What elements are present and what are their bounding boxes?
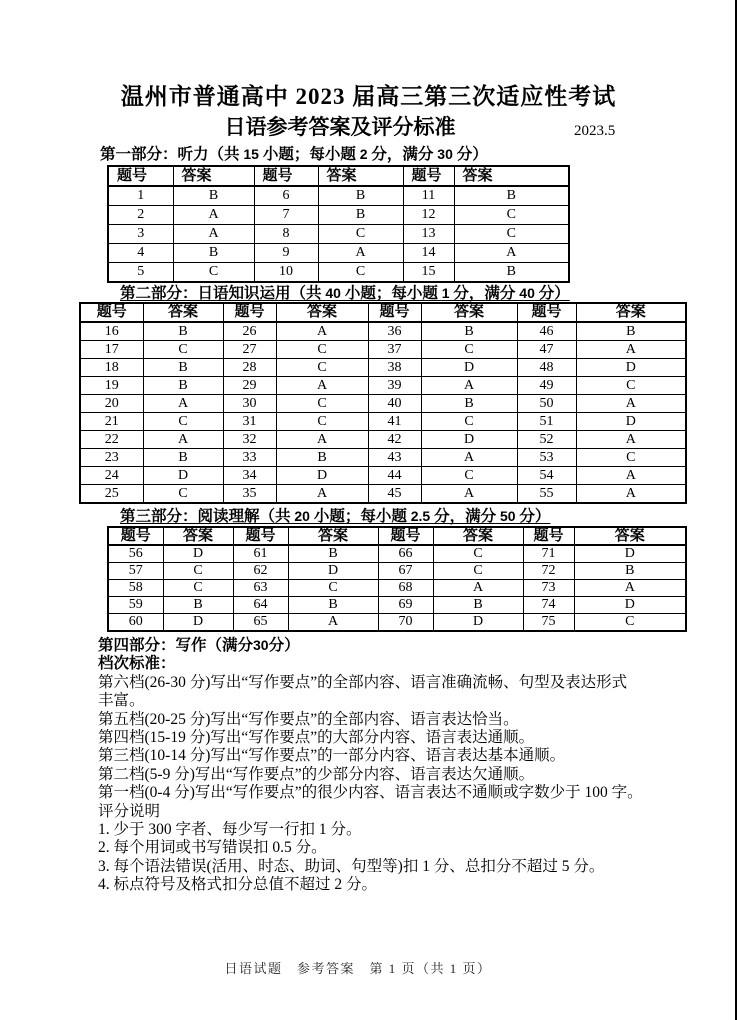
question-number-cell: 56 [108, 545, 163, 563]
table-row [80, 341, 686, 359]
column-header: 答案 [421, 303, 517, 322]
question-number-cell: 17 [80, 341, 143, 359]
column-header: 题号 [254, 166, 318, 186]
question-number-cell: 65 [233, 614, 288, 632]
writing-criteria-line: 4. 标点符号及格式扣分总值不超过 2 分。 [98, 876, 378, 894]
question-number-cell: 53 [517, 449, 576, 467]
answer-cell: D [163, 614, 233, 632]
answer-cell: B [143, 377, 223, 395]
question-number-cell: 44 [368, 467, 421, 485]
answer-cell: C [421, 467, 517, 485]
answer-cell: A [576, 395, 686, 413]
answer-cell: C [276, 341, 368, 359]
question-number-cell: 10 [254, 263, 318, 283]
table-header-row [108, 527, 686, 545]
question-number-cell: 20 [80, 395, 143, 413]
question-number-cell: 46 [517, 322, 576, 341]
answer-cell: B [163, 597, 233, 614]
answer-cell: C [143, 485, 223, 504]
column-header: 答案 [576, 303, 686, 322]
section-heading-writing: 第四部分：写作（满分30分） [98, 637, 300, 654]
question-number-cell: 4 [108, 244, 173, 263]
question-number-cell: 16 [80, 322, 143, 341]
answer-cell: A [421, 485, 517, 504]
writing-criteria-title: 档次标准： [98, 655, 176, 673]
question-number-cell: 47 [517, 341, 576, 359]
section-heading-listening: 第一部分：听力（共 15 小题；每小题 2 分，满分 30 分） [100, 146, 488, 163]
table-row [108, 563, 686, 580]
question-number-cell: 70 [378, 614, 433, 632]
answer-cell: C [288, 580, 378, 597]
answer-cell: A [576, 341, 686, 359]
writing-section [98, 636, 714, 895]
question-number-cell: 68 [378, 580, 433, 597]
question-number-cell: 19 [80, 377, 143, 395]
column-header: 答案 [276, 303, 368, 322]
question-number-cell: 21 [80, 413, 143, 431]
answer-cell: A [576, 431, 686, 449]
answer-cell: D [288, 563, 378, 580]
answer-cell: D [574, 545, 686, 563]
question-number-cell: 51 [517, 413, 576, 431]
column-header: 答案 [163, 527, 233, 545]
answer-cell: C [421, 341, 517, 359]
table-row [108, 580, 686, 597]
answer-cell: C [576, 377, 686, 395]
table-row [108, 614, 686, 632]
answer-cell: C [433, 545, 523, 563]
question-number-cell: 50 [517, 395, 576, 413]
writing-criteria-line: 2. 每个用词或书写错误扣 0.5 分。 [98, 839, 327, 857]
question-number-cell: 3 [108, 225, 173, 244]
table-header-row [80, 303, 686, 322]
question-number-cell: 2 [108, 206, 173, 225]
column-header: 题号 [223, 303, 276, 322]
answer-cell: B [318, 186, 403, 206]
answer-cell: A [576, 485, 686, 504]
answer-cell: C [276, 359, 368, 377]
answer-cell: B [288, 597, 378, 614]
answer-cell: C [454, 206, 569, 225]
question-number-cell: 14 [403, 244, 454, 263]
table-row [108, 206, 569, 225]
question-number-cell: 30 [223, 395, 276, 413]
question-number-cell: 29 [223, 377, 276, 395]
answer-cell: A [143, 395, 223, 413]
table-row [108, 225, 569, 244]
answer-cell: C [318, 263, 403, 283]
answer-cell: A [276, 431, 368, 449]
question-number-cell: 18 [80, 359, 143, 377]
writing-criteria-line: 第五档(20-25 分)写出“写作要点”的全部内容、语言表达恰当。 [98, 710, 519, 728]
answer-cell: A [288, 614, 378, 632]
table-header-row [108, 166, 569, 186]
answer-cell: D [276, 467, 368, 485]
table-row [80, 359, 686, 377]
answer-cell: C [276, 395, 368, 413]
table-row [108, 186, 569, 206]
question-number-cell: 15 [403, 263, 454, 283]
answer-cell: B [143, 322, 223, 341]
question-number-cell: 60 [108, 614, 163, 632]
reading-answer-table [107, 526, 687, 632]
answer-cell: B [318, 206, 403, 225]
table-row [108, 545, 686, 563]
column-header: 题号 [108, 527, 163, 545]
answer-cell: B [173, 186, 254, 206]
question-number-cell: 8 [254, 225, 318, 244]
question-number-cell: 55 [517, 485, 576, 504]
writing-criteria-line: 评分说明 [98, 802, 161, 820]
question-number-cell: 9 [254, 244, 318, 263]
question-number-cell: 59 [108, 597, 163, 614]
question-number-cell: 22 [80, 431, 143, 449]
answer-cell: A [318, 244, 403, 263]
column-header: 题号 [108, 166, 173, 186]
question-number-cell: 41 [368, 413, 421, 431]
question-number-cell: 11 [403, 186, 454, 206]
question-number-cell: 67 [378, 563, 433, 580]
question-number-cell: 74 [523, 597, 574, 614]
question-number-cell: 26 [223, 322, 276, 341]
table-row [80, 485, 686, 504]
writing-criteria-line: 第一档(0-4 分)写出“写作要点”的很少内容、语言表达不通顺或字数少于 100 字。 [98, 784, 643, 802]
table-row [80, 431, 686, 449]
knowledge-answer-table [79, 302, 687, 504]
subtitle-row [0, 114, 737, 140]
answer-cell: A [421, 449, 517, 467]
question-number-cell: 32 [223, 431, 276, 449]
answer-cell: D [433, 614, 523, 632]
question-number-cell: 71 [523, 545, 574, 563]
answer-cell: A [173, 225, 254, 244]
column-header: 答案 [143, 303, 223, 322]
section-heading-reading: 第三部分：阅读理解（共 20 小题；每小题 2.5 分，满分 50 分） [120, 508, 551, 525]
column-header: 题号 [403, 166, 454, 186]
answer-cell: A [454, 244, 569, 263]
table-row [80, 467, 686, 485]
table-row [80, 322, 686, 341]
writing-criteria-line: 第四档(15-19 分)写出“写作要点”的大部分内容、语言表达通顺。 [98, 729, 535, 747]
table-row [80, 395, 686, 413]
question-number-cell: 69 [378, 597, 433, 614]
answer-cell: B [421, 322, 517, 341]
column-header: 题号 [517, 303, 576, 322]
answer-cell: C [276, 413, 368, 431]
column-header: 题号 [80, 303, 143, 322]
question-number-cell: 49 [517, 377, 576, 395]
answer-cell: B [421, 395, 517, 413]
answer-cell: C [143, 341, 223, 359]
column-header: 答案 [574, 527, 686, 545]
section-heading-knowledge: 第二部分：日语知识运用（共 40 小题；每小题 1 分，满分 40 分） [120, 285, 570, 302]
question-number-cell: 40 [368, 395, 421, 413]
question-number-cell: 13 [403, 225, 454, 244]
question-number-cell: 12 [403, 206, 454, 225]
table-row [108, 263, 569, 283]
question-number-cell: 64 [233, 597, 288, 614]
question-number-cell: 75 [523, 614, 574, 632]
column-header: 题号 [523, 527, 574, 545]
column-header: 答案 [173, 166, 254, 186]
answer-cell: A [433, 580, 523, 597]
question-number-cell: 48 [517, 359, 576, 377]
question-number-cell: 39 [368, 377, 421, 395]
question-number-cell: 43 [368, 449, 421, 467]
question-number-cell: 66 [378, 545, 433, 563]
table-row [80, 377, 686, 395]
answer-cell: B [454, 186, 569, 206]
question-number-cell: 24 [80, 467, 143, 485]
question-number-cell: 34 [223, 467, 276, 485]
page-title: 温州市普通高中 2023 届高三第三次适应性考试 [120, 84, 617, 109]
answer-cell: C [318, 225, 403, 244]
question-number-cell: 38 [368, 359, 421, 377]
question-number-cell: 7 [254, 206, 318, 225]
answer-cell: C [163, 563, 233, 580]
answer-cell: C [574, 614, 686, 632]
answer-cell: D [576, 413, 686, 431]
answer-cell: C [433, 563, 523, 580]
question-number-cell: 73 [523, 580, 574, 597]
answer-cell: B [173, 244, 254, 263]
question-number-cell: 42 [368, 431, 421, 449]
answer-cell: C [454, 225, 569, 244]
question-number-cell: 36 [368, 322, 421, 341]
question-number-cell: 5 [108, 263, 173, 283]
question-number-cell: 57 [108, 563, 163, 580]
question-number-cell: 25 [80, 485, 143, 504]
question-number-cell: 28 [223, 359, 276, 377]
answer-cell: B [433, 597, 523, 614]
question-number-cell: 54 [517, 467, 576, 485]
column-header: 题号 [233, 527, 288, 545]
answer-cell: A [143, 431, 223, 449]
column-header: 答案 [454, 166, 569, 186]
question-number-cell: 58 [108, 580, 163, 597]
writing-criteria-line: 第六档(26-30 分)写出“写作要点”的全部内容、语言准确流畅、句型及表达形式 [98, 673, 628, 691]
writing-criteria-line: 1. 少于 300 字者、每少写一行扣 1 分。 [98, 821, 362, 839]
answer-cell: A [173, 206, 254, 225]
column-header: 题号 [368, 303, 421, 322]
question-number-cell: 35 [223, 485, 276, 504]
column-header: 题号 [378, 527, 433, 545]
answer-cell: A [421, 377, 517, 395]
question-number-cell: 6 [254, 186, 318, 206]
question-number-cell: 27 [223, 341, 276, 359]
answer-cell: D [163, 545, 233, 563]
answer-cell: B [574, 563, 686, 580]
answer-cell: C [143, 413, 223, 431]
question-number-cell: 72 [523, 563, 574, 580]
listening-answer-table [107, 165, 570, 283]
question-number-cell: 33 [223, 449, 276, 467]
writing-criteria-line: 第三档(10-14 分)写出“写作要点”的一部分内容、语言表达基本通顺。 [98, 747, 566, 765]
answer-cell: C [421, 413, 517, 431]
answer-cell: D [143, 467, 223, 485]
answer-cell: C [173, 263, 254, 283]
answer-cell: A [574, 580, 686, 597]
question-number-cell: 1 [108, 186, 173, 206]
answer-cell: B [276, 449, 368, 467]
answer-cell: B [288, 545, 378, 563]
writing-criteria-line: 丰富。 [98, 692, 145, 710]
table-row [80, 449, 686, 467]
question-number-cell: 37 [368, 341, 421, 359]
table-row [108, 597, 686, 614]
answer-cell: B [143, 449, 223, 467]
column-header: 答案 [433, 527, 523, 545]
exam-date: 2023.5 [574, 123, 616, 139]
answer-cell: D [576, 359, 686, 377]
question-number-cell: 23 [80, 449, 143, 467]
question-number-cell: 45 [368, 485, 421, 504]
question-number-cell: 52 [517, 431, 576, 449]
answer-cell: A [276, 485, 368, 504]
answer-cell: A [276, 377, 368, 395]
table-row [80, 413, 686, 431]
answer-cell: A [276, 322, 368, 341]
answer-cell: D [421, 431, 517, 449]
page-subtitle: 日语参考答案及评分标准 [224, 115, 456, 139]
answer-cell: B [576, 322, 686, 341]
question-number-cell: 63 [233, 580, 288, 597]
page-footer: 日语试题 参考答案 第 1 页（共 1 页） [224, 961, 492, 976]
answer-cell: A [576, 467, 686, 485]
writing-criteria-list [98, 674, 714, 895]
answer-cell: B [454, 263, 569, 283]
column-header: 答案 [318, 166, 403, 186]
question-number-cell: 61 [233, 545, 288, 563]
answer-cell: D [421, 359, 517, 377]
question-number-cell: 31 [223, 413, 276, 431]
table-row [108, 244, 569, 263]
answer-cell: C [576, 449, 686, 467]
answer-cell: D [574, 597, 686, 614]
answer-cell: B [143, 359, 223, 377]
answer-cell: C [163, 580, 233, 597]
writing-criteria-line: 3. 每个语法错误(活用、时态、助词、句型等)扣 1 分、总扣分不超过 5 分。 [98, 857, 605, 875]
question-number-cell: 62 [233, 563, 288, 580]
writing-criteria-line: 第二档(5-9 分)写出“写作要点”的少部分内容、语言表达欠通顺。 [98, 765, 535, 783]
column-header: 答案 [288, 527, 378, 545]
